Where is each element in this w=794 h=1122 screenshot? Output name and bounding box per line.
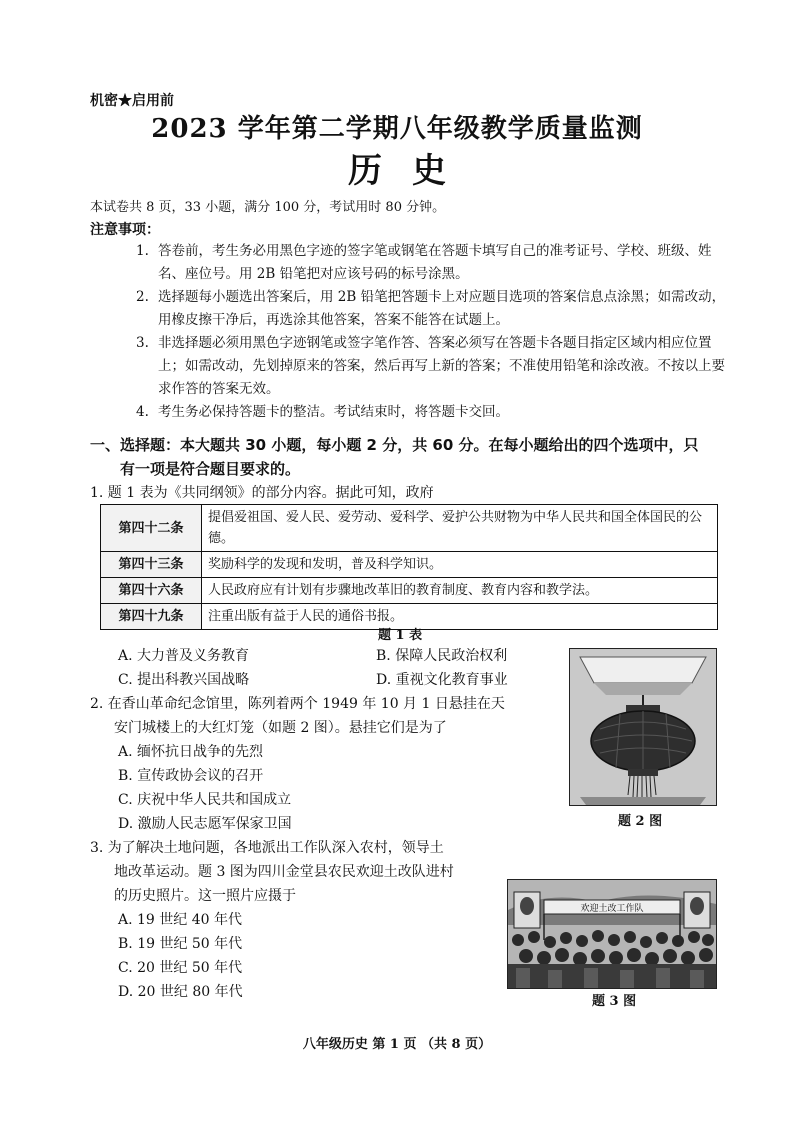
notice-text: 答卷前，考生务必用黑色字迹的签字笔或钢笔在答题卡填写自己的准考证号、学校、班级、姓名、座位号。用 2B 铅笔把对应该号码的标号涂黑。 <box>158 243 712 282</box>
notice-item <box>136 240 736 286</box>
content-cell: 注重出版有益于人民的通俗书报。 <box>202 604 718 630</box>
notice-number: 3. <box>136 335 149 351</box>
question-2-line-2: 安门城楼上的大红灯笼（如题 2 图）。悬挂它们是为了 <box>114 720 447 736</box>
notice-item <box>136 286 736 332</box>
notice-number: 4. <box>136 404 149 420</box>
table-row <box>101 505 718 552</box>
q1-option-d[interactable]: D. 重视文化教育事业 <box>376 672 508 688</box>
crowd-illustration <box>508 880 716 988</box>
section-line-2: 有一项是符合题目要求的。 <box>120 460 301 478</box>
q3-option-a[interactable]: A. 19 世纪 40 年代 <box>118 912 242 928</box>
q1-option-a[interactable]: A. 大力普及义务教育 <box>118 648 250 664</box>
q3-option-b[interactable]: B. 19 世纪 50 年代 <box>118 936 243 952</box>
content-cell: 人民政府应有计划有步骤地改革旧的教育制度、教育内容和教学法。 <box>202 578 718 604</box>
q1-option-c[interactable]: C. 提出科教兴国战略 <box>118 672 250 688</box>
article-cell: 第四十三条 <box>101 552 202 578</box>
notice-list <box>136 240 736 424</box>
subject-title: 历史 <box>348 151 476 191</box>
figure-3-caption: 题 3 图 <box>592 994 637 1009</box>
section-line-1: 一、选择题：本大题共 30 小题，每小题 2 分，共 60 分。在每小题给出的四个选项中，只 <box>90 436 699 454</box>
q3-option-c[interactable]: C. 20 世纪 50 年代 <box>118 960 243 976</box>
article-cell: 第四十二条 <box>101 505 202 552</box>
section-one-heading <box>90 433 730 481</box>
land-reform-photo <box>507 879 717 989</box>
question-3-line-1: 3. 为了解决土地问题，各地派出工作队深入农村，领导土 <box>90 840 444 856</box>
content-cell: 提倡爱祖国、爱人民、爱劳动、爱科学、爱护公共财物为中华人民共和国全体国民的公德。 <box>202 505 718 552</box>
question-1-table <box>100 504 718 630</box>
question-2-line-1: 2. 在香山革命纪念馆里，陈列着两个 1949 年 10 月 1 日悬挂在天 <box>90 696 505 712</box>
notice-text: 考生务必保持答题卡的整洁。考试结束时，将答题卡交回。 <box>158 404 509 420</box>
q2-option-d[interactable]: D. 激励人民志愿军保家卫国 <box>118 816 292 832</box>
table-row <box>101 552 718 578</box>
notice-heading: 注意事项： <box>90 222 160 238</box>
question-3-line-3: 的历史照片。这一照片应摄于 <box>114 888 296 904</box>
exam-intro: 本试卷共 8 页，33 小题，满分 100 分，考试用时 80 分钟。 <box>90 200 446 215</box>
lantern-photo <box>569 648 717 806</box>
lantern-illustration <box>570 649 716 805</box>
q3-option-d[interactable]: D. 20 世纪 80 年代 <box>118 984 243 1000</box>
notice-number: 2. <box>136 289 149 305</box>
page-footer: 八年级历史 第 1 页 （共 8 页） <box>302 1037 492 1052</box>
content-cell: 奖励科学的发现和发明，普及科学知识。 <box>202 552 718 578</box>
q2-option-b[interactable]: B. 宣传政协会议的召开 <box>118 768 264 784</box>
table-row <box>101 578 718 604</box>
q1-option-b[interactable]: B. 保障人民政治权利 <box>376 648 508 664</box>
banner-text: 欢迎土改工作队 <box>580 904 644 914</box>
notice-text: 非选择题必须用黑色字迹钢笔或签字笔作答、答案必须写在答题卡各题目指定区域内相应位置上；如需改动，先划掉原来的答案，然后再写上新的答案；不准使用铅笔和涂改液。不按以上要求作答的答案无效。 <box>158 335 725 397</box>
figure-2-caption: 题 2 图 <box>618 814 663 829</box>
q2-option-a[interactable]: A. 缅怀抗日战争的先烈 <box>118 744 264 760</box>
article-cell: 第四十六条 <box>101 578 202 604</box>
article-cell: 第四十九条 <box>101 604 202 630</box>
q2-option-c[interactable]: C. 庆祝中华人民共和国成立 <box>118 792 292 808</box>
notice-item <box>136 332 736 401</box>
notice-number: 1. <box>136 243 149 259</box>
question-1-stem: 1. 题 1 表为《共同纲领》的部分内容。据此可知，政府 <box>90 485 434 501</box>
table-1-caption: 题 1 表 <box>378 628 423 643</box>
confidential-label: 机密★启用前 <box>90 93 174 109</box>
question-3-line-2: 地改革运动。题 3 图为四川金堂县农民欢迎土改队进村 <box>114 864 454 880</box>
notice-text: 选择题每小题选出答案后，用 2B 铅笔把答题卡上对应题目选项的答案信息点涂黑；如需改动，用橡皮擦干净后，再选涂其他答案，答案不能答在试题上。 <box>158 289 726 328</box>
exam-title: 2023 学年第二学期八年级教学质量监测 <box>151 114 643 144</box>
notice-item <box>136 401 736 424</box>
